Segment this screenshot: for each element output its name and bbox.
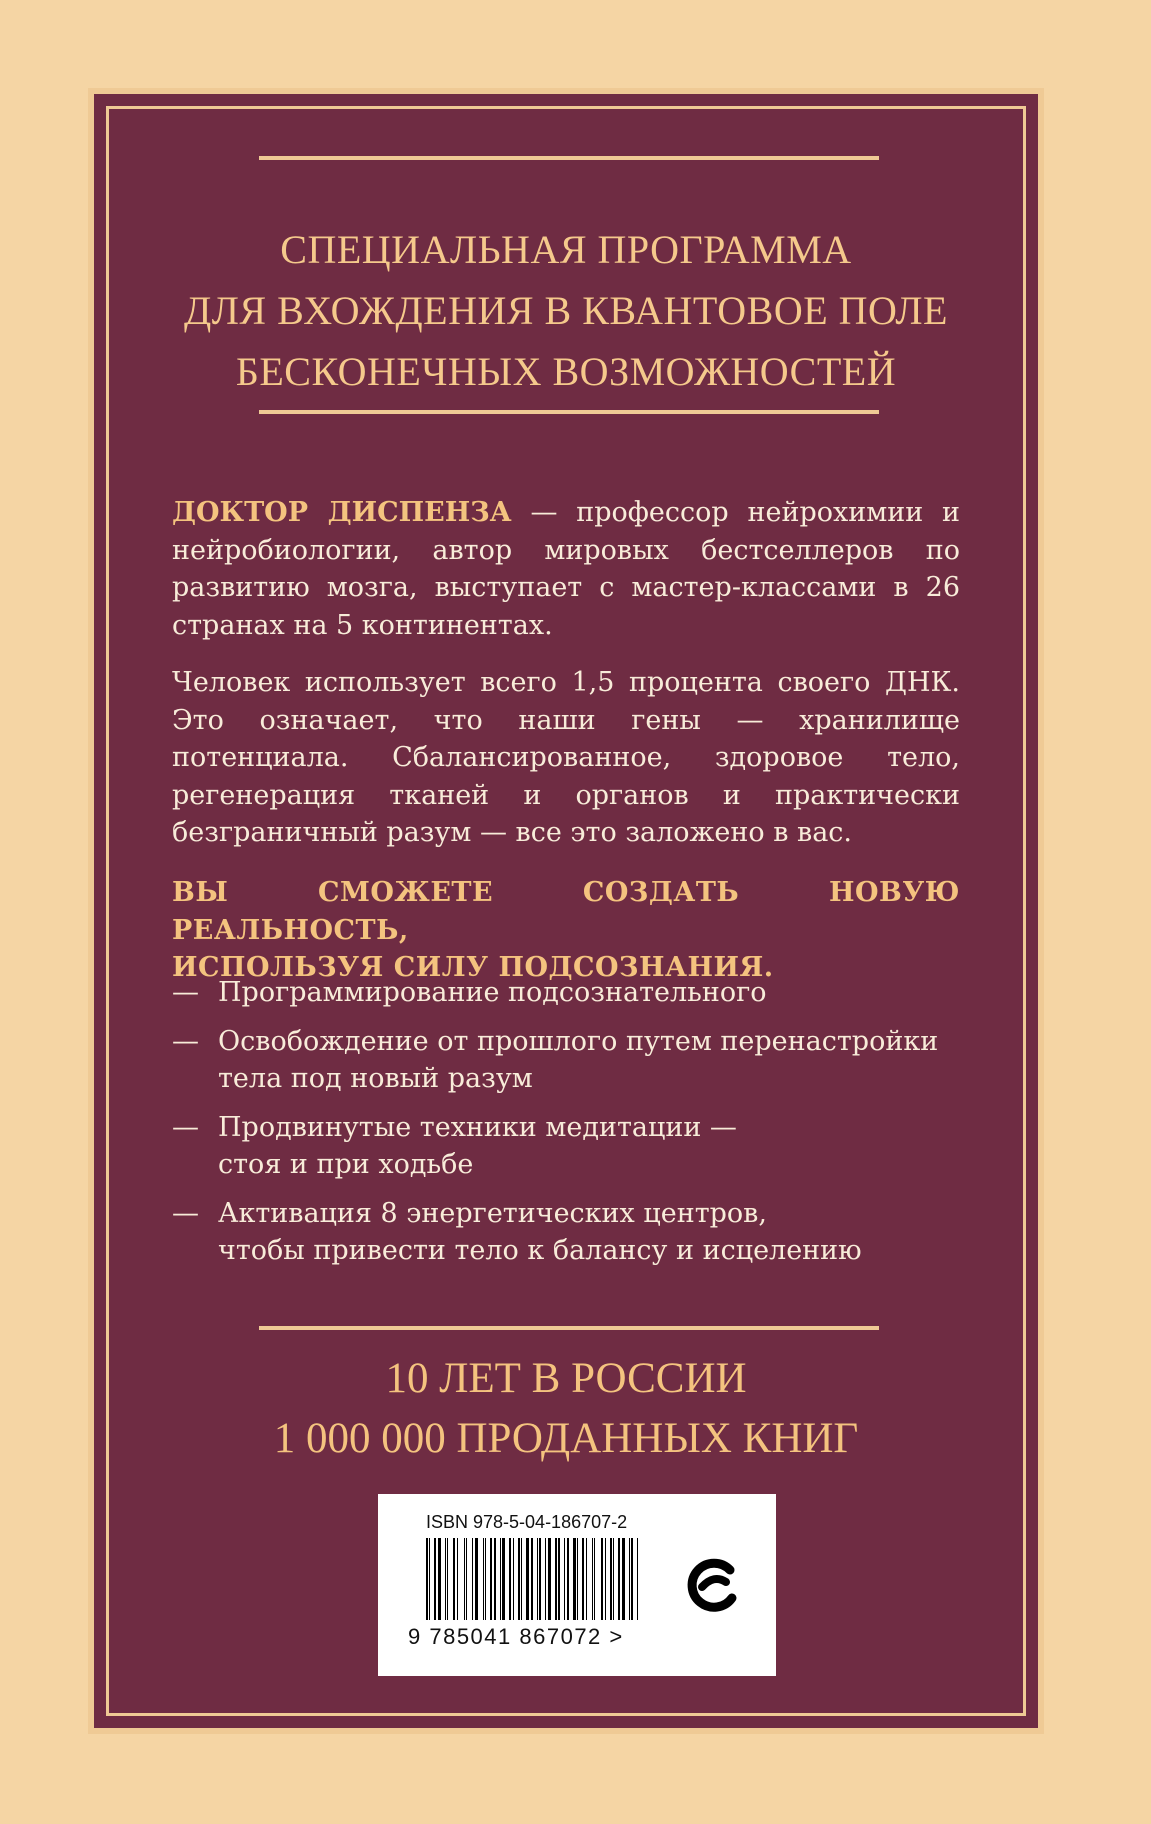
barcode-bar (562, 1538, 563, 1620)
barcode-bar (534, 1538, 535, 1620)
barcode-bar (526, 1538, 529, 1620)
barcode-bar (555, 1538, 557, 1620)
barcode-bar (434, 1538, 436, 1620)
barcode-bar (607, 1538, 608, 1620)
barcode-bar (564, 1538, 565, 1620)
sales-line-1: 10 ЛЕТ В РОССИИ (385, 1355, 747, 1402)
author-paragraph (172, 494, 960, 644)
heading-line: ДЛЯ ВХОЖДЕНИЯ В КВАНТОВОЕ ПОЛЕ (184, 288, 948, 333)
list-item (172, 1109, 960, 1183)
barcode-bar (426, 1538, 428, 1620)
barcode-bar (592, 1538, 593, 1620)
barcode-bar (438, 1538, 441, 1620)
cta-line-1: ВЫ СМОЖЕТЕ СОЗДАТЬ НОВУЮ РЕАЛЬНОСТЬ, (172, 877, 960, 946)
sales-line-2: 1 000 000 ПРОДАННЫХ КНИГ (273, 1415, 859, 1462)
barcode-bar (605, 1538, 606, 1620)
barcode-bar (472, 1538, 473, 1620)
barcode-bar (601, 1538, 603, 1620)
barcode-bar (543, 1538, 544, 1620)
barcode-bar (507, 1538, 508, 1620)
top-rule (259, 156, 879, 160)
barcode-bar (580, 1538, 581, 1620)
barcode-bar (548, 1538, 551, 1620)
back-cover-panel (88, 88, 1044, 1734)
barcode-box (378, 1494, 776, 1676)
barcode-bar (500, 1538, 501, 1620)
barcode-bar (597, 1538, 600, 1620)
call-to-action (172, 874, 960, 987)
publisher-logo-icon (682, 1556, 742, 1616)
barcode-bar (447, 1538, 448, 1620)
dash-bullet: — (172, 977, 199, 1008)
barcode-bar (513, 1538, 514, 1620)
author-bio: — профессор нейрохимии и нейробиологии, автор мировых бестселлеров по развитию мозга, выступает с мастер-классами в 26 странах на 5 континентах. (172, 497, 960, 641)
dash-bullet: — (172, 1026, 199, 1057)
barcode-bar (429, 1538, 430, 1620)
barcode-bar (610, 1538, 612, 1620)
dash-bullet: — (172, 1112, 199, 1143)
barcode-bar (531, 1538, 533, 1620)
barcode-bar (558, 1538, 560, 1620)
list-item-line: Программирование подсознательного (218, 977, 767, 1008)
dash-bullet: — (172, 1198, 199, 1229)
barcode-bar (582, 1538, 584, 1620)
main-heading (154, 219, 978, 402)
barcode-bar (497, 1538, 498, 1620)
list-item (172, 1195, 960, 1269)
author-name: ДОКТОР ДИСПЕНЗА (172, 497, 512, 528)
barcode-bar (635, 1538, 636, 1620)
barcode-bar (453, 1538, 455, 1620)
list-item-line: стоя и при ходьбе (218, 1149, 474, 1180)
barcode-bar (442, 1538, 443, 1620)
barcode-bar (432, 1538, 433, 1620)
barcode-digits: 9 785041 867072 > (408, 1624, 624, 1649)
barcode-bar (622, 1538, 625, 1620)
list-item (172, 1023, 960, 1097)
barcode-bar (494, 1538, 496, 1620)
barcode-bar (577, 1538, 578, 1620)
barcode-bar (502, 1538, 505, 1620)
barcode-bar (475, 1538, 478, 1620)
barcode-bar (552, 1538, 553, 1620)
barcode-bar (466, 1538, 467, 1620)
barcode-bar (539, 1538, 541, 1620)
list-item-line: чтобы привести тело к балансу и исцелению (218, 1235, 862, 1266)
barcode-bar (509, 1538, 511, 1620)
barcode-bar (616, 1538, 617, 1620)
barcode-bar (479, 1538, 481, 1620)
dna-paragraph: Человек использует всего 1,5 процента своего ДНК. Это означает, что наши гены — хранилище потенциала. Сбалансированное, здоровое тело, регенерация тканей и органов и практически безграничный разум — все это заложено в вас. (172, 667, 960, 848)
footer-top-rule (259, 1326, 879, 1330)
feature-list (172, 974, 960, 1281)
barcode-bar (626, 1538, 627, 1620)
barcode-bar (629, 1538, 630, 1620)
barcode-bar (594, 1538, 595, 1620)
barcode-bar (490, 1538, 492, 1620)
heading-line: СПЕЦИАЛЬНАЯ ПРОГРАММА (280, 227, 852, 272)
barcode-bar (459, 1538, 462, 1620)
barcode-bar (488, 1538, 489, 1620)
barcode-bar (573, 1538, 576, 1620)
barcode-bar (483, 1538, 484, 1620)
barcode-bar (457, 1538, 458, 1620)
barcode-bar (567, 1538, 569, 1620)
barcode-bar (515, 1538, 516, 1620)
barcode-bar (586, 1538, 587, 1620)
isbn-text: ISBN 978-5-04-186707-2 (426, 1512, 628, 1532)
barcode-bar (545, 1538, 546, 1620)
barcode-bar (570, 1538, 571, 1620)
barcode-bar (521, 1538, 522, 1620)
list-item (172, 974, 960, 1011)
heading-bottom-rule (259, 410, 879, 414)
list-item-line: Активация 8 энергетических центров, (218, 1198, 767, 1229)
barcode-bar (450, 1538, 452, 1620)
barcode-bar (485, 1538, 486, 1620)
barcode-bar (618, 1538, 620, 1620)
barcode-bar (588, 1538, 590, 1620)
barcode-bar (518, 1538, 520, 1620)
barcode-bar (524, 1538, 525, 1620)
barcode-bar (445, 1538, 446, 1620)
barcode-bar (469, 1538, 471, 1620)
heading-line: БЕСКОНЕЧНЫХ ВОЗМОЖНОСТЕЙ (235, 349, 897, 394)
list-item-line: Освобождение от прошлого путем перенастройки (218, 1026, 939, 1057)
barcode-bar (464, 1538, 465, 1620)
list-item-line: Продвинутые техники медитации — (218, 1112, 737, 1143)
sales-claim (154, 1349, 978, 1469)
list-item-line: тела под новый разум (218, 1063, 533, 1094)
barcode-bar (613, 1538, 614, 1620)
barcode-icon (426, 1538, 676, 1620)
cta-line-2: ИСПОЛЬЗУЯ СИЛУ ПОДСОЗНАНИЯ. (172, 952, 774, 983)
barcode-bar (637, 1538, 638, 1620)
barcode-bar (631, 1538, 633, 1620)
barcode-bar (537, 1538, 538, 1620)
